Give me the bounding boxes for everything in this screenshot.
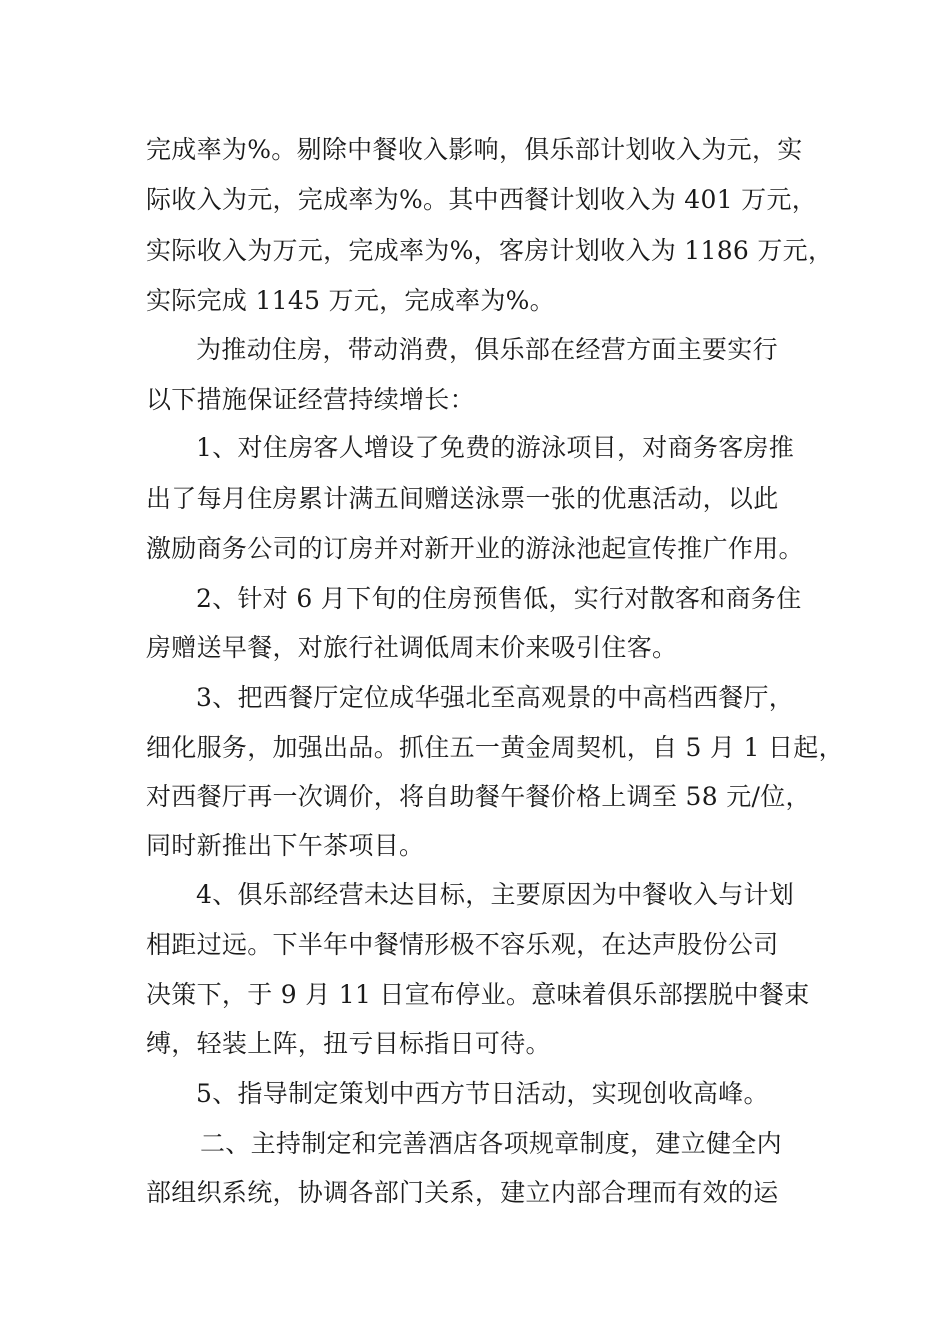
list-item-1-line: 1、对住房客人增设了免费的游泳项目，对商务客房推 — [196, 433, 795, 462]
text-line: 出了每月住房累计满五间赠送泳票一张的优惠活动，以此 — [146, 484, 779, 513]
list-item-4-line: 4、俱乐部经营未达目标，主要原因为中餐收入与计划 — [196, 880, 795, 909]
text-line: 缚，轻装上阵，扭亏目标指日可待。 — [146, 1029, 551, 1058]
text-line: 部组织系统，协调各部门关系，建立内部合理而有效的运 — [146, 1178, 779, 1207]
text-line: 实际收入为万元，完成率为%，客房计划收入为 1186 万元， — [146, 236, 834, 265]
list-item-2-line: 2、针对 6 月下旬的住房预售低，实行对散客和商务住 — [196, 584, 802, 613]
text-line: 际收入为元，完成率为%。其中西餐计划收入为 401 万元， — [146, 185, 818, 214]
paragraph-start-line: 为推动住房，带动消费，俱乐部在经营方面主要实行 — [196, 335, 778, 364]
text-line: 相距过远。下半年中餐情形极不容乐观，在达声股份公司 — [146, 930, 779, 959]
text-line: 实际完成 1145 万元，完成率为%。 — [146, 286, 555, 315]
text-line: 细化服务，加强出品。抓住五一黄金周契机，自 5 月 1 日起， — [146, 733, 844, 762]
text-line: 完成率为%。剔除中餐收入影响，俱乐部计划收入为元，实 — [146, 135, 803, 164]
text-line: 房赠送早餐，对旅行社调低周末价来吸引住客。 — [146, 633, 678, 662]
list-item-5-line: 5、指导制定策划中西方节日活动，实现创收高峰。 — [196, 1079, 769, 1108]
section-heading-line: 二、主持制定和完善酒店各项规章制度，建立健全内 — [200, 1129, 782, 1158]
list-item-3-line: 3、把西餐厅定位成华强北至高观景的中高档西餐厅， — [196, 683, 795, 712]
text-line: 同时新推出下午茶项目。 — [146, 831, 425, 860]
text-line: 以下措施保证经营持续增长： — [146, 385, 475, 414]
text-line: 决策下，于 9 月 11 日宣布停业。意味着俱乐部摆脱中餐束 — [146, 980, 810, 1009]
text-line: 激励商务公司的订房并对新开业的游泳池起宣传推广作用。 — [146, 534, 804, 563]
text-line: 对西餐厅再一次调价，将自助餐午餐价格上调至 58 元/位， — [146, 782, 811, 811]
